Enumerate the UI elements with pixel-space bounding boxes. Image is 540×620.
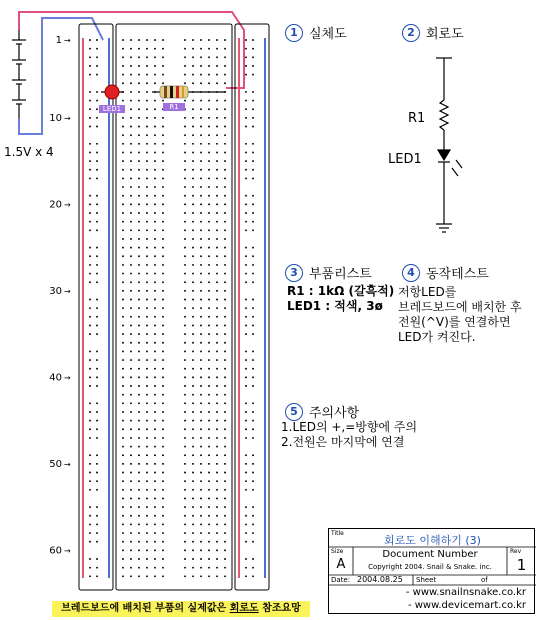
- docnum-label: Document Number: [382, 549, 478, 560]
- section-number: 5: [285, 403, 303, 421]
- row-label: 40: [49, 372, 62, 384]
- schematic-led-label: LED1: [388, 152, 422, 167]
- size-label: Size: [331, 548, 344, 555]
- section-title-text: 회로도: [426, 27, 464, 42]
- parts-item: LED1 : 적색, 3ø: [287, 299, 383, 313]
- test-line: LED가 켜진다.: [398, 330, 476, 344]
- rev-value: 1: [516, 556, 527, 574]
- test-line: 브레드보드에 배치한 후: [398, 300, 522, 314]
- row-label: 20: [49, 199, 62, 211]
- row-label: 10: [49, 112, 62, 124]
- led-board-label: LED1: [102, 105, 122, 113]
- hole-grid: [89, 39, 254, 577]
- row-arrow-icon: →: [64, 36, 71, 45]
- rev-label: Rev: [510, 548, 522, 555]
- row-arrow-icon: →: [64, 546, 71, 556]
- power-rails: [83, 38, 265, 578]
- row-arrow-icon: →: [64, 459, 71, 469]
- section-number: 1: [285, 24, 303, 42]
- notes-item: 1.LED의 +,=방향에 주의: [281, 420, 418, 434]
- date-value: 2004.08.25: [357, 575, 403, 584]
- row-label: 50: [49, 458, 62, 470]
- parts-item: R1 : 1kΩ (갈흑적): [287, 284, 395, 298]
- url-link[interactable]: - www.devicemart.co.kr: [407, 600, 526, 611]
- section-test-title: [402, 263, 489, 282]
- row-label: 30: [49, 285, 62, 297]
- parts-list: [287, 284, 394, 314]
- notes-list: [281, 420, 417, 450]
- row-arrow-icon: →: [64, 373, 71, 383]
- bottom-note-text-end: 참조요망: [258, 603, 301, 614]
- section-number: 3: [285, 264, 303, 282]
- url-link[interactable]: - www.snailnsnake.co.kr: [405, 587, 526, 598]
- section-title-text: 부품리스트: [309, 267, 372, 282]
- of-label: of: [481, 576, 488, 584]
- row-label: 60: [49, 545, 62, 557]
- title-label: Title: [331, 530, 344, 537]
- battery-icon: [12, 30, 26, 118]
- title-block: [328, 528, 535, 614]
- copyright-text: Copyright 2004. Snail & Snake. inc.: [368, 563, 492, 571]
- battery-wire-red: [19, 12, 244, 88]
- sheet-label: Sheet: [416, 576, 437, 584]
- bottom-note-text: 브레드보드에 배치된 부품의 실제값은: [61, 603, 230, 614]
- notes-item: 2.전원은 마지막에 연결: [281, 435, 405, 449]
- section-title-text: 주의사항: [309, 406, 360, 421]
- row-arrow-icon: →: [64, 200, 71, 210]
- bottom-note-link: 회로도: [229, 603, 259, 614]
- battery-label: 1.5V x 4: [4, 145, 54, 159]
- size-value: A: [336, 557, 346, 572]
- section-number: 2: [402, 24, 420, 42]
- row-label: 1: [55, 35, 62, 46]
- date-label: Date:: [331, 576, 351, 584]
- row-labels: [49, 35, 71, 556]
- section-notes-title: [285, 402, 359, 421]
- section-schematic-title: [402, 23, 464, 42]
- row-arrow-icon: →: [64, 113, 71, 123]
- section-number: 4: [402, 264, 420, 282]
- section-parts-title: [285, 263, 372, 282]
- section-wiring-title: [285, 23, 347, 42]
- breadboard-holes: [89, 39, 254, 577]
- battery-wire-blue: [19, 118, 42, 134]
- test-line: 전원(^V)를 연결하면: [398, 315, 511, 329]
- r1-board-label: R1: [169, 103, 179, 111]
- title-block-title: 회로도 이해하기 (3): [384, 534, 481, 547]
- section-title-text: 동작테스트: [426, 267, 489, 282]
- row-arrow-icon: →: [64, 286, 71, 296]
- section-title-text: 실체도: [309, 27, 347, 42]
- test-text: [398, 285, 522, 345]
- test-line: 저항LED를: [398, 285, 457, 299]
- schematic-r-label: R1: [408, 111, 426, 126]
- bottom-note: [52, 601, 310, 617]
- schematic: [436, 58, 462, 232]
